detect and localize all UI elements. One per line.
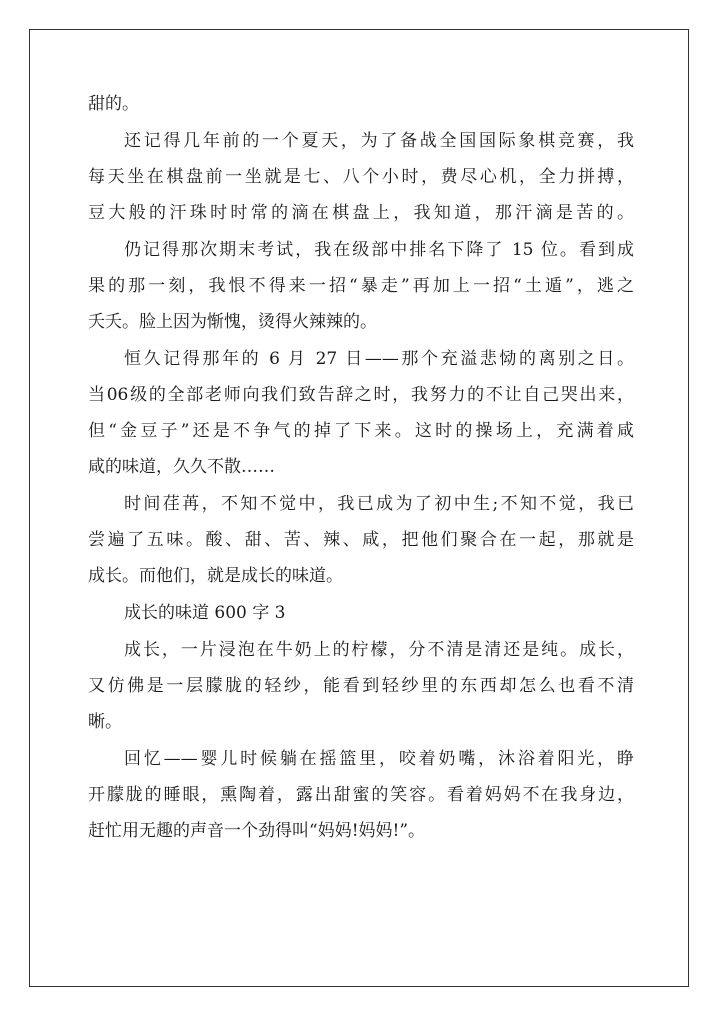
text-line: 恒久记得那年的 6 月 27 日——那个充溢悲恸的离别之日。 [124,349,634,369]
text-line: 但“金豆子”还是不争气的掉了下来。这时的操场上，充满着咸 [88,421,634,441]
section-heading [88,595,634,631]
text-line: 还记得几年前的一个夏天，为了备战全国国际象棋竞赛，我 [124,131,634,151]
text-line: 成长。而他们，就是成长的味道。 [88,566,343,586]
text-line: 时间荏苒，不知不觉中，我已成为了初中生;不知不觉，我已 [124,494,634,514]
document-body [88,86,634,849]
text-line: 果的那一刻，我恨不得来一招“暴走”再加上一招“土遁”，逃之 [88,276,634,296]
text-line: 成长的味道 600 字 3 [124,603,286,623]
text-line: 仍记得那次期末考试，我在级部中排名下降了 15 位。看到成 [124,240,634,260]
paragraph-1 [88,86,634,122]
paragraph-3 [88,232,634,340]
text-line: 每天坐在棋盘前一坐就是七、八个小时，费尽心机，全力拼搏， [88,167,634,187]
paragraph-4 [88,341,634,485]
paragraph-2 [88,123,634,231]
text-line: 晰。 [88,712,122,732]
text-line: 成长，一片浸泡在牛奶上的柠檬，分不清是清还是纯。成长， [124,640,634,660]
text-line: 当06级的全部老师向我们致告辞之时，我努力的不让自己哭出来， [88,385,634,405]
paragraph-6 [88,632,634,740]
text-line: 咸的味道，久久不散…… [88,457,275,477]
text-line: 赶忙用无趣的声音一个劲得叫“妈妈!妈妈!”。 [88,821,426,841]
text-line: 又仿佛是一层朦胧的轻纱，能看到轻纱里的东西却怎么也看不清 [88,676,634,696]
text-line: 回忆——婴儿时候躺在摇篮里，咬着奶嘴，沐浴着阳光，睁 [124,749,634,769]
paragraph-7 [88,741,634,849]
text-line: 夭夭。脸上因为惭愧，烫得火辣辣的。 [88,312,377,332]
text-line: 甜的。 [88,94,139,114]
text-line: 豆大般的汗珠时时常的滴在棋盘上，我知道，那汗滴是苦的。 [88,203,634,223]
text-line: 开朦胧的睡眼，熏陶着，露出甜蜜的笑容。看着妈妈不在我身边， [88,785,634,805]
text-line: 尝遍了五味。酸、甜、苦、辣、咸，把他们聚合在一起，那就是 [88,530,634,550]
paragraph-5 [88,486,634,594]
